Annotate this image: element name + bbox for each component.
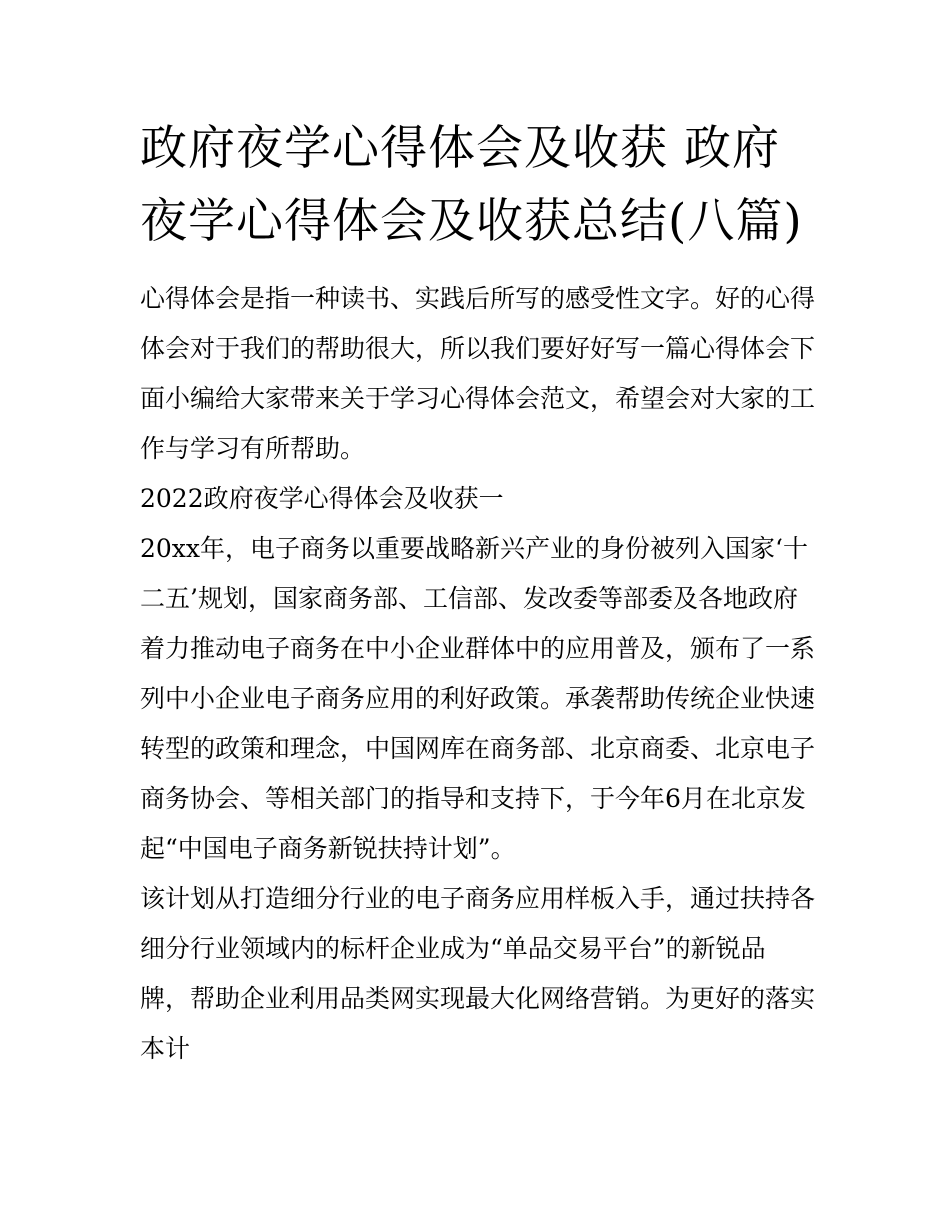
body-paragraph: 该计划从打造细分行业的电子商务应用样板入手，通过扶持各细分行业领域内的标杆企业成为“单品交易平台”的新锐品牌，帮助企业利用品类网实现最大化网络营销。为更好的落实本计 xyxy=(140,884,816,1063)
body-paragraph: 20xx年，电子商务以重要战略新兴产业的身份被列入国家‘十二五’规划，国家商务部、工信部、发改委等部委及各地政府着力推动电子商务在中小企业群体中的应用普及，颁布了一系列中小企业电子商务应用的利好政策。承袭帮助传统企业快速转型的政策和理念，中国网库在商务部、北京商委、北京电子商务协会、等相关部门的指导和支持下，于今年6月在北京发起“中国电子商务新锐扶持计划”。 xyxy=(140,534,816,863)
document-title: 政府夜学心得体会及收获 政府夜学心得体会及收获总结(八篇) xyxy=(140,121,803,249)
section-heading: 2022政府夜学心得体会及收获一 xyxy=(140,484,504,513)
document-body xyxy=(140,112,815,1074)
intro-paragraph: 心得体会是指一种读书、实践后所写的感受性文字。好的心得体会对于我们的帮助很大，所以我们要好好写一篇心得体会下面小编给大家带来关于学习心得体会范文，希望会对大家的工作与学习有所帮助。 xyxy=(140,284,816,463)
